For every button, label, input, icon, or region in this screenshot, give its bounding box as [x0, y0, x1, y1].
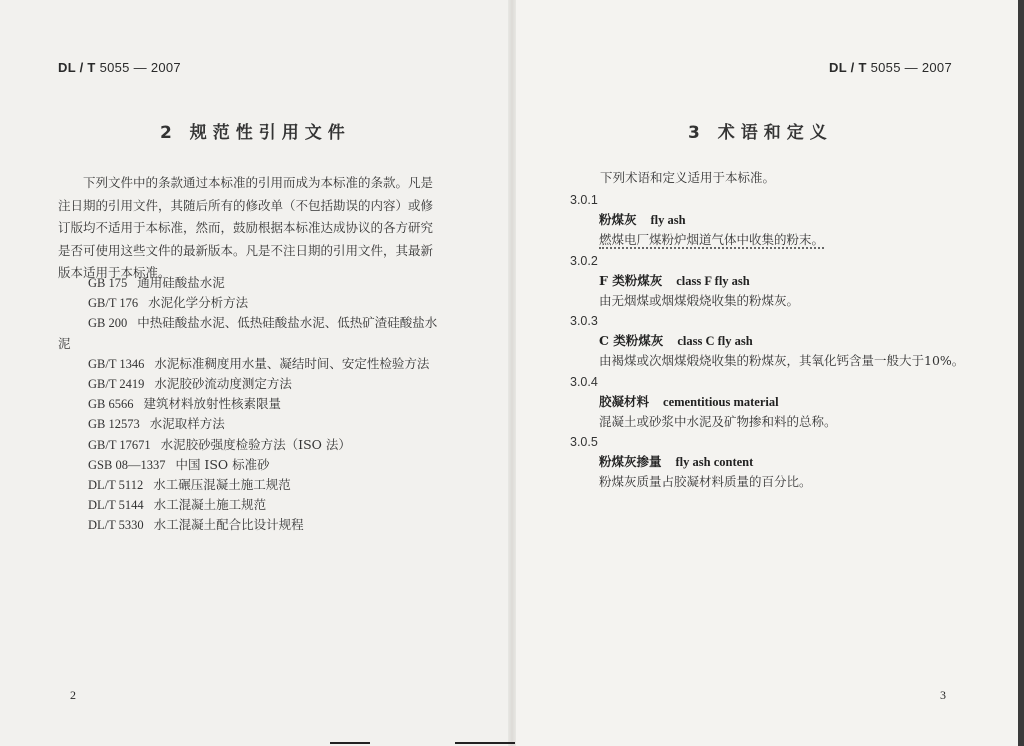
- term-definition-text: 燃煤电厂煤粉炉烟道气体中收集的粉末。: [599, 232, 825, 247]
- terms-intro: 下列术语和定义适用于本标准。: [600, 170, 776, 185]
- reference-title: 中国 ISO 标准砂: [175, 456, 270, 472]
- reference-item: [58, 394, 440, 414]
- chapter-title-2: 2 规范性引用文件: [160, 123, 351, 143]
- term-entry: [570, 311, 970, 372]
- term-number: 3.0.4: [570, 374, 598, 389]
- book-gutter: [508, 0, 516, 746]
- term-number: 3.0.3: [570, 314, 598, 328]
- reference-item: [58, 515, 440, 535]
- header-prefix: DL / T: [829, 60, 867, 75]
- term-name-en: fly ash content: [675, 455, 754, 469]
- reference-code: DL/T 5112: [88, 478, 144, 493]
- term-name: [570, 392, 970, 412]
- term-entry: [570, 372, 970, 433]
- reference-title: 水泥化学分析方法: [148, 295, 249, 311]
- reference-code: GB/T 1346: [88, 356, 145, 371]
- term-entry: [570, 251, 970, 312]
- term-definition: 混凝土或砂浆中水泥及矿物掺和料的总称。: [599, 413, 837, 429]
- term-name-en: class C fly ash: [677, 334, 753, 348]
- reference-item: [58, 475, 440, 495]
- reference-code: DL/T 5330: [88, 518, 144, 533]
- term-number: 3.0.1: [570, 193, 598, 207]
- reference-item: [58, 495, 440, 515]
- term-name-en: fly ash: [650, 213, 686, 227]
- left-page-header: [58, 60, 181, 75]
- scan-artifact: [455, 742, 515, 744]
- term-name-zh: 粉煤灰: [599, 212, 637, 227]
- reference-code: DL/T 5144: [88, 498, 144, 513]
- reference-code: GSB 08—1337: [88, 457, 166, 472]
- reference-item: [58, 273, 440, 293]
- reference-code: GB 175: [88, 276, 128, 290]
- term-name: [570, 331, 970, 351]
- reference-title: 水工混凝土施工规范: [153, 497, 267, 513]
- reference-item: [58, 293, 440, 313]
- term-name-zh: 胶凝材料: [599, 393, 650, 409]
- term-name: [570, 452, 970, 472]
- term-name-zh: F 类粉煤灰: [599, 272, 663, 288]
- reference-code: GB/T 176: [88, 296, 139, 311]
- reference-code: GB 12573: [88, 417, 140, 432]
- term-definition: [570, 230, 970, 251]
- header-number: 5055 — 2007: [870, 60, 952, 75]
- chapter-title-3: 3 术语和定义: [688, 123, 833, 143]
- header-number: 5055 — 2007: [99, 60, 181, 75]
- reference-title: 水工混凝土配合比设计规程: [153, 517, 304, 533]
- right-page: [512, 0, 1024, 746]
- reference-code: GB 6566: [88, 397, 134, 412]
- reference-title: 中热硅酸盐水泥、低热硅酸盐水泥、低热矿渣硅酸盐水泥: [58, 315, 438, 351]
- reference-title: 水泥胶砂流动度测定方法: [154, 376, 292, 392]
- header-prefix: DL / T: [58, 60, 96, 75]
- term-name-en: cementitious material: [663, 394, 779, 409]
- term-name-zh: C 类粉煤灰: [599, 333, 664, 348]
- term-number: 3.0.5: [570, 435, 598, 449]
- term-name-zh: 粉煤灰掺量: [599, 454, 662, 469]
- reference-item: [58, 374, 440, 394]
- reference-item: [58, 313, 440, 353]
- term-definition: 由无烟煤或烟煤煅烧收集的粉煤灰。: [599, 292, 800, 308]
- reference-title: 水工碾压混凝土施工规范: [153, 477, 291, 493]
- page-number-right: 3: [940, 688, 946, 702]
- term-list: [570, 190, 970, 493]
- term-name: [570, 210, 970, 230]
- reference-title: 通用硅酸盐水泥: [137, 275, 225, 290]
- reference-code: GB 200: [88, 316, 128, 331]
- scan-edge-shadow: [1018, 0, 1024, 746]
- reference-title: 建筑材料放射性核素限量: [143, 396, 282, 412]
- reference-code: GB/T 17671: [88, 437, 151, 452]
- term-number: 3.0.2: [570, 253, 598, 268]
- term-entry: [570, 432, 970, 493]
- reference-item: [58, 455, 440, 475]
- term-definition: 粉煤灰质量占胶凝材料质量的百分比。: [599, 474, 812, 489]
- reference-code: GB/T 2419: [88, 377, 145, 392]
- reference-title: 水泥胶砂强度检验方法（ISO 法）: [160, 436, 351, 452]
- reference-title: 水泥标准稠度用水量、凝结时间、安定性检验方法: [154, 355, 430, 371]
- scan-artifact: [330, 742, 370, 744]
- normative-intro-paragraph: 下列文件中的条款通过本标准的引用而成为本标准的条款。凡是注日期的引用文件，其随后所有的修改单（不包括勘误的内容）或修订版均不适用于本标准，然而，鼓励根据本标准达成协议的各方研究是否可使用这些文件的最新版本。凡是不注日期的引用文件，其最新版本适用于本标准。: [58, 175, 434, 280]
- reference-title: 水泥取样方法: [149, 416, 225, 432]
- reference-item: [58, 435, 440, 455]
- right-page-header: [829, 60, 952, 75]
- term-entry: [570, 190, 970, 251]
- term-name-en: class F fly ash: [676, 273, 750, 288]
- reference-item: [58, 414, 440, 434]
- page-number-left: 2: [70, 688, 76, 702]
- term-name: [570, 271, 970, 291]
- reference-item: [58, 354, 440, 374]
- term-definition: 由褐煤或次烟煤煅烧收集的粉煤灰，其氧化钙含量一般大于10%。: [599, 353, 965, 368]
- reference-list: [58, 273, 440, 536]
